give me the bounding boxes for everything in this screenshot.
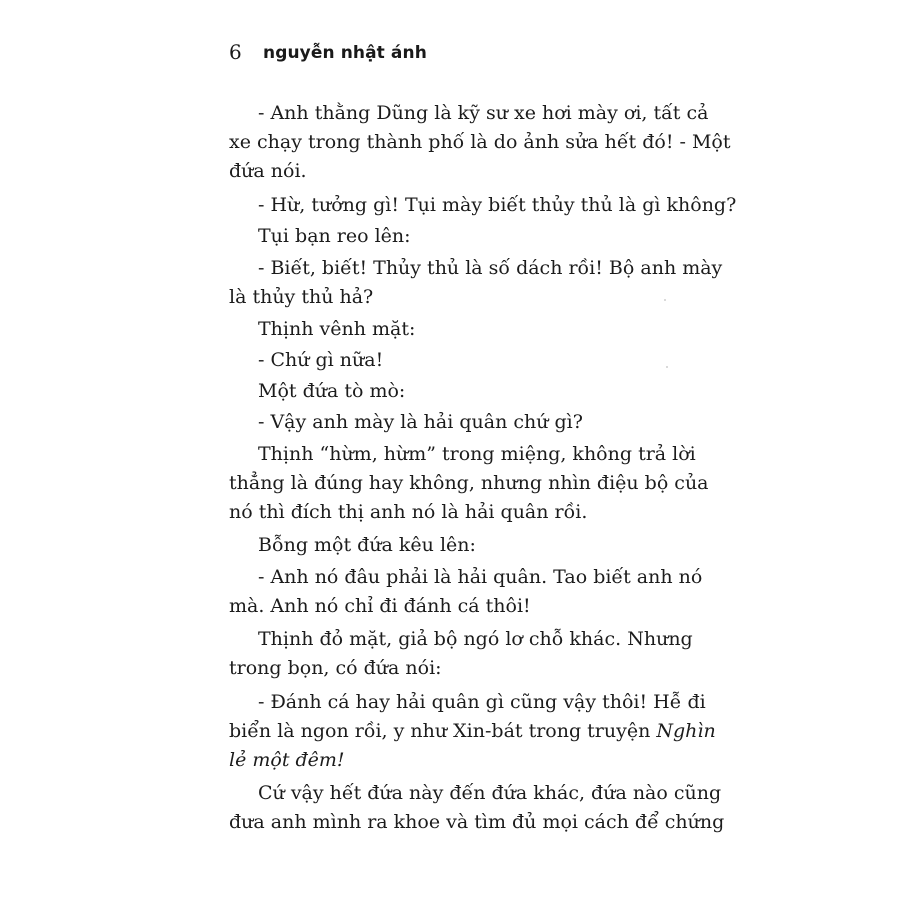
text-line: - Anh nó đâu phải là hải quân. Tao biết anh nó xyxy=(258,566,703,588)
text-line: Thịnh đỏ mặt, giả bộ ngó lơ chỗ khác. Nhưng xyxy=(258,628,693,650)
text-line: - Biết, biết! Thủy thủ là số dách rồi! Bộ anh mày xyxy=(258,257,723,279)
page-number: 6 xyxy=(229,40,242,64)
text-line: Tụi bạn reo lên: xyxy=(258,225,411,247)
text-line: mà. Anh nó chỉ đi đánh cá thôi! xyxy=(229,595,531,617)
text-line: Thịnh vênh mặt: xyxy=(258,318,416,340)
paper-speck xyxy=(666,366,668,368)
text-line: xe chạy trong thành phố là do ảnh sửa hết đó! - Một xyxy=(229,131,731,153)
text-line: - Hừ, tưởng gì! Tụi mày biết thủy thủ là gì không? xyxy=(258,194,737,216)
text-line: Một đứa tò mò: xyxy=(258,380,406,402)
text-line: trong bọn, có đứa nói: xyxy=(229,657,442,679)
text-line: đứa nói. xyxy=(229,160,307,182)
text-line: Bỗng một đứa kêu lên: xyxy=(258,534,476,556)
text-line: đưa anh mình ra khoe và tìm đủ mọi cách để chứng xyxy=(229,811,725,833)
text-line: - Đánh cá hay hải quân gì cũng vậy thôi! Hễ đi xyxy=(258,691,706,713)
text-line: nó thì đích thị anh nó là hải quân rồi. xyxy=(229,501,588,523)
running-head-author: nguyễn nhật ánh xyxy=(263,43,427,63)
text-line: - Vậy anh mày là hải quân chứ gì? xyxy=(258,411,583,433)
text-line: - Anh thằng Dũng là kỹ sư xe hơi mày ơi, tất cả xyxy=(258,102,709,124)
text-line: lẻ một đêm! xyxy=(229,749,345,771)
text-line: thẳng là đúng hay không, nhưng nhìn điệu bộ của xyxy=(229,472,709,494)
text-line: Cứ vậy hết đứa này đến đứa khác, đứa nào cũng xyxy=(258,782,722,804)
paper-speck xyxy=(664,299,666,301)
text-line: là thủy thủ hả? xyxy=(229,286,374,308)
text-line: - Chứ gì nữa! xyxy=(258,349,384,371)
text-line: biển là ngon rồi, y như Xin-bát trong truyện Nghìn xyxy=(229,720,716,742)
text-line: Thịnh “hừm, hừm” trong miệng, không trả lời xyxy=(258,443,696,465)
